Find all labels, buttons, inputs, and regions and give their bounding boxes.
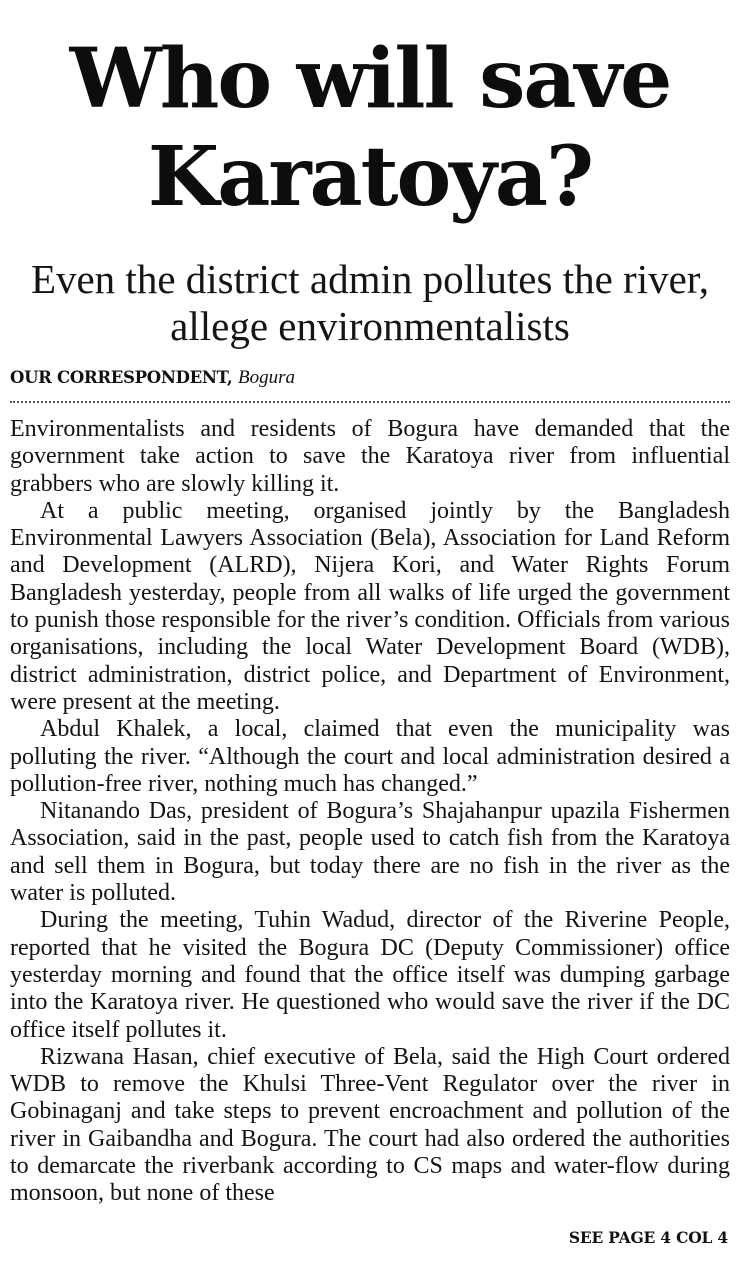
byline-author: OUR CORRESPONDENT, (10, 368, 233, 387)
body-paragraph: Nitanando Das, president of Bogura’s Shajahanpur upazila Fishermen Association, said in the past, people used to catch fish from the Karatoya and sell them in Bogura, but today there are no fish in the river as the water is polluted. (10, 798, 730, 907)
body-paragraph: Environmentalists and residents of Bogura have demanded that the government take action to save the Karatoya river from influential grabbers who are slowly killing it. (10, 416, 730, 497)
dotted-divider (10, 401, 730, 403)
body-paragraph: Abdul Khalek, a local, claimed that even the municipality was polluting the river. “Although the court and local administration desired a pollution-free river, nothing much has changed.” (10, 716, 730, 797)
byline-location: Bogura (238, 367, 296, 388)
body-paragraph: At a public meeting, organised jointly by the Bangladesh Environmental Lawyers Association (Bela), Association for Land Reform and Development (ALRD), Nijera Kori, and Water Rights Forum Bangladesh yesterday, people from all walks of life urged the government to punish those responsible for the river’s condition. Officials from various organisations, including the local Water Development Board (WDB), district administration, district police, and Department of Environment, were present at the meeting. (10, 497, 730, 715)
byline (10, 367, 295, 389)
headline: Who will save Karatoya? (69, 31, 671, 225)
body-paragraph: During the meeting, Tuhin Wadud, director of the Riverine People, reported that he visited the Bogura DC (Deputy Commissioner) office yesterday morning and found that the office itself was dumping garbage into the Karatoya river. He questioned who would save the river if the DC office itself pollutes it. (10, 907, 730, 1043)
continuation-jump-line: SEE PAGE 4 COL 4 (568, 1228, 728, 1247)
body-paragraph: Rizwana Hasan, chief executive of Bela, said the High Court ordered WDB to remove the Khulsi Three-Vent Regulator over the river in Gobinaganj and take steps to prevent encroachment and pollution of the river in Gaibandha and Bogura. The court had also ordered the authorities to demarcate the riverbank according to CS maps and water-flow during monsoon, but none of these (10, 1043, 730, 1207)
subheadline: Even the district admin pollutes the river, allege environmentalists (30, 256, 710, 349)
article-body (10, 416, 730, 1208)
